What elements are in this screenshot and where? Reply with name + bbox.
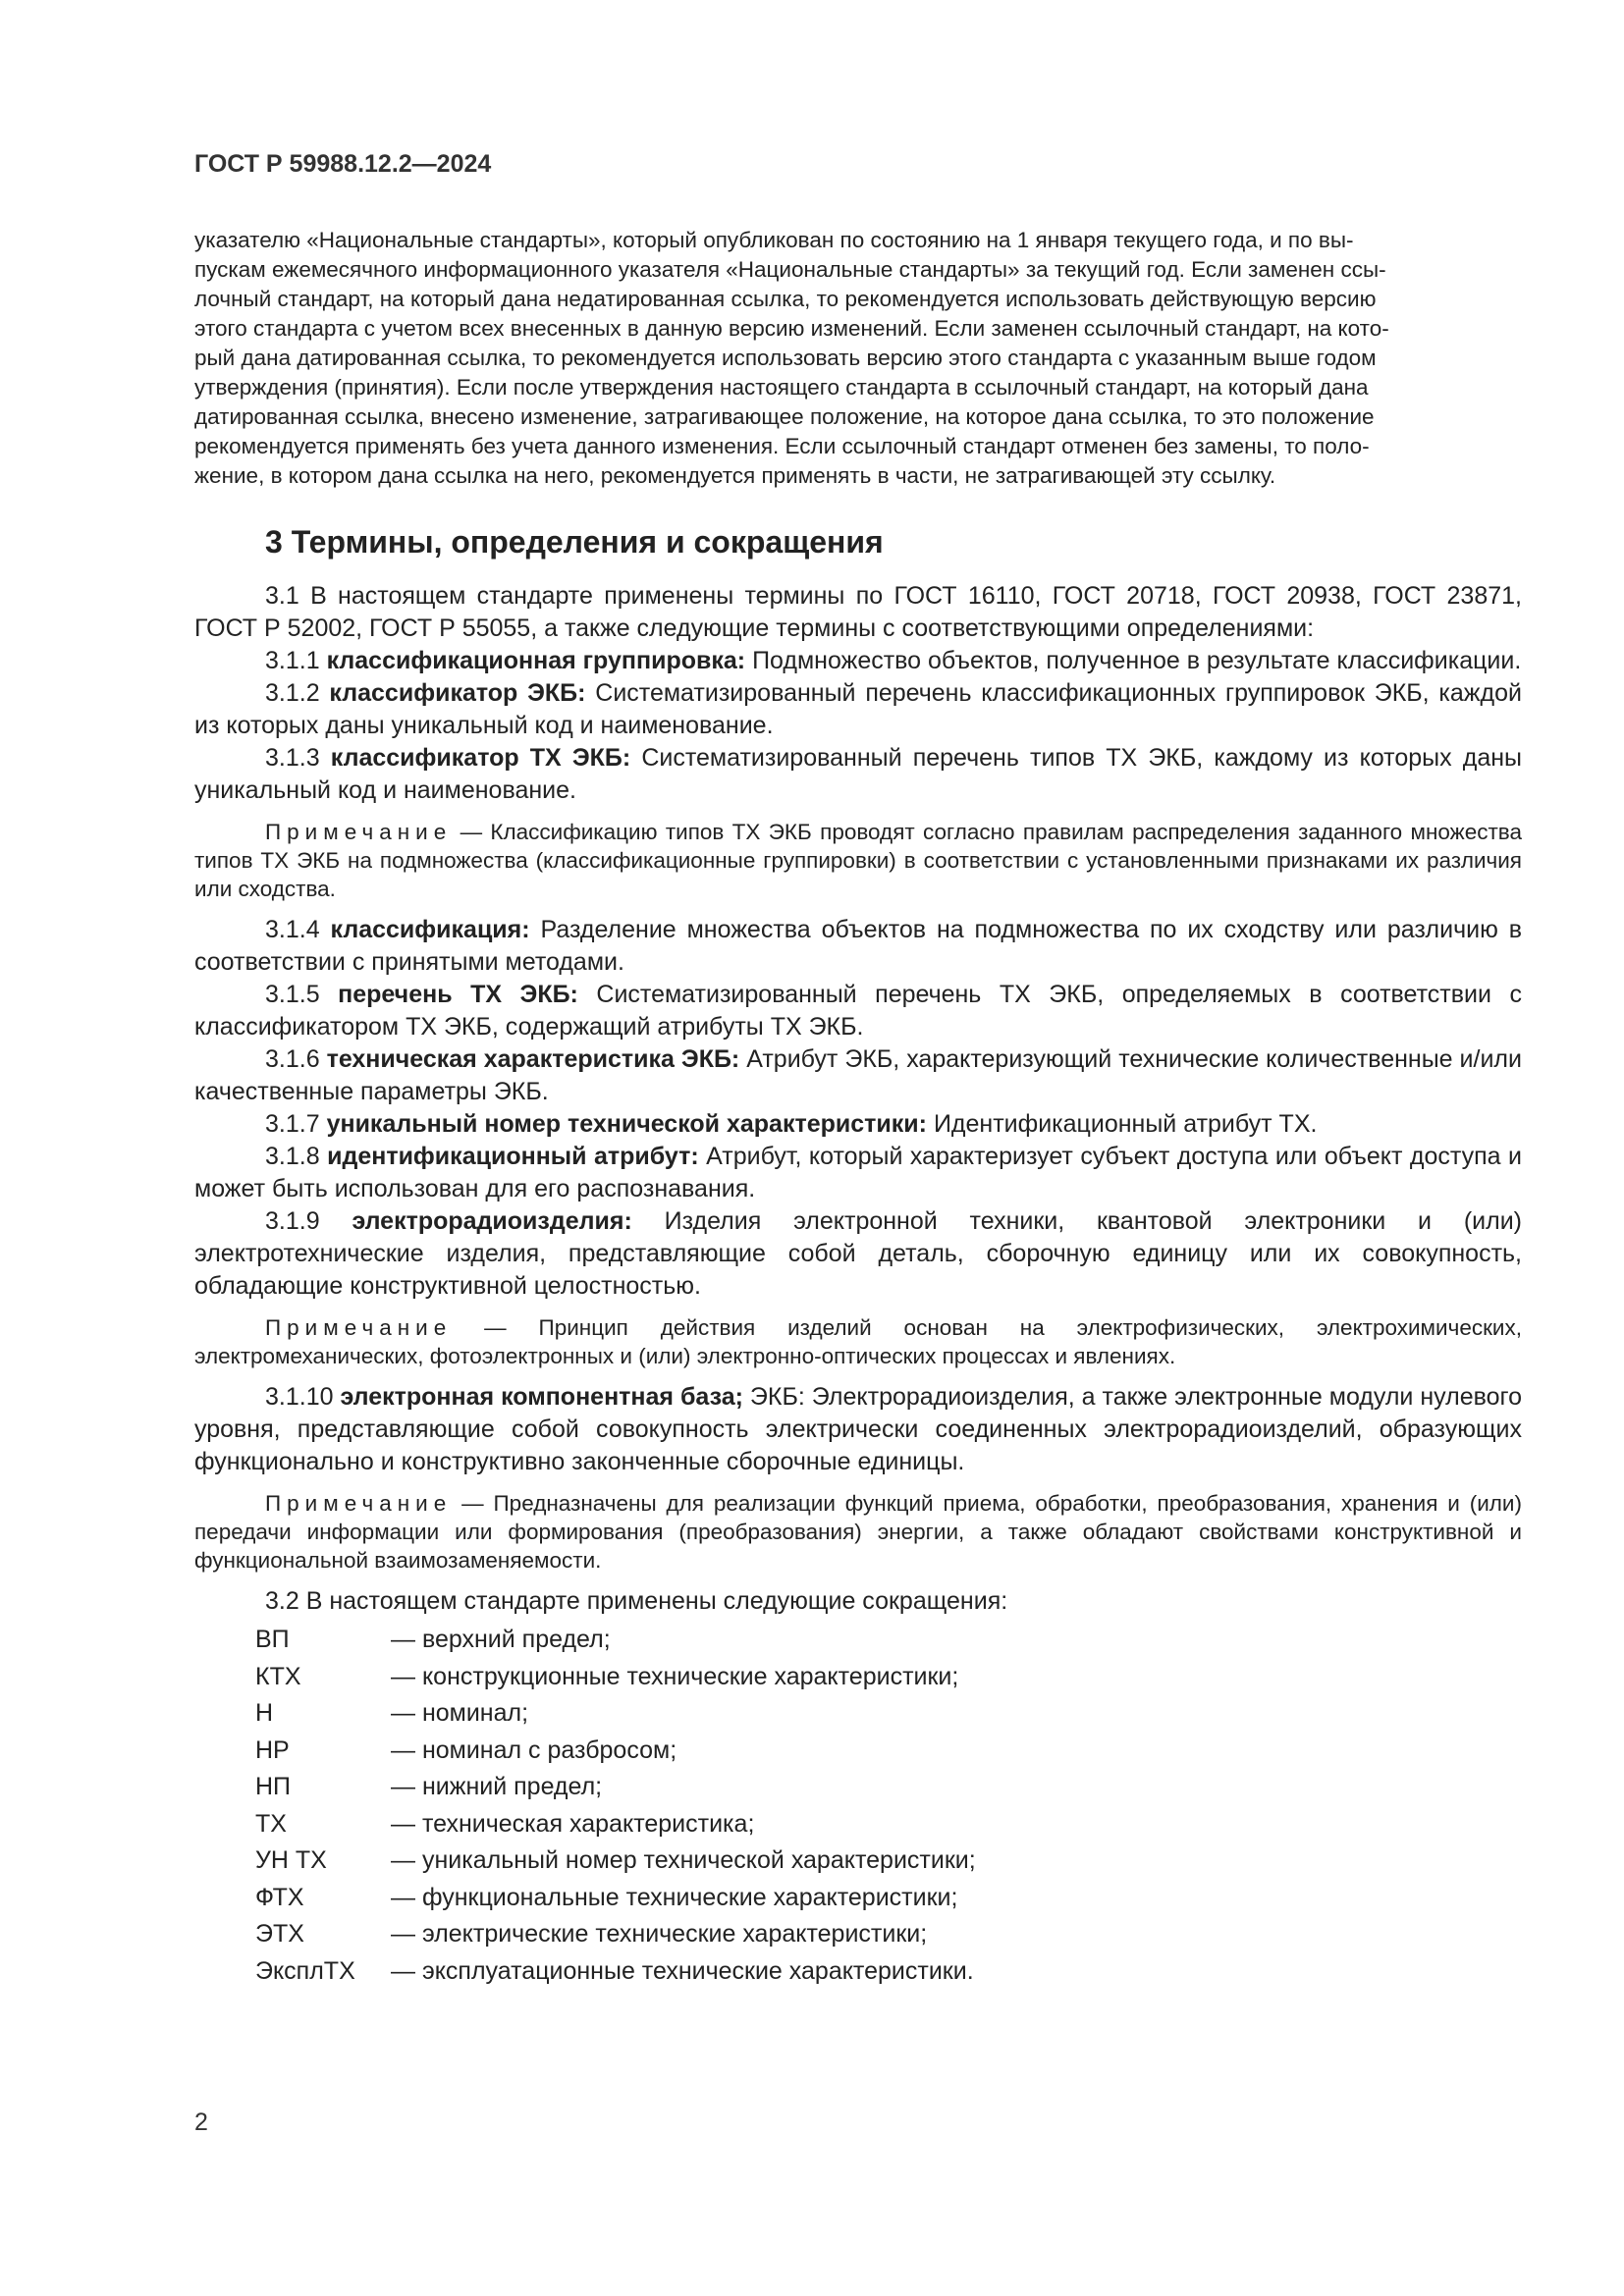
term-number: 3.1.6 <box>265 1045 320 1073</box>
note-label: Примечание <box>265 820 453 844</box>
page-number: 2 <box>194 2109 208 2136</box>
intro-line: жение, в котором дана ссылка на него, рекомендуется применять в части, не затрагивающей эту ссылку. <box>194 463 1276 488</box>
term-name: электрорадиоизделия: <box>352 1207 632 1235</box>
note-text: — Классификацию типов ТХ ЭКБ проводят согласно правилам распределения заданного множества типов ТХ ЭКБ на подмножества (классификационные группировки) в соответствии с установленными признаками их различия или сходства. <box>194 820 1522 901</box>
note-block <box>194 818 1522 903</box>
intro-line: датированная ссылка, внесено изменение, затрагивающее положение, на которое дана ссылка, то это положение <box>194 404 1375 429</box>
page-content <box>194 226 1522 1990</box>
intro-line: рый дана датированная ссылка, то рекомендуется использовать версию этого стандарта с указанным выше годом <box>194 346 1377 370</box>
term-name: электронная компонентная база; <box>340 1383 743 1411</box>
term-name: перечень ТХ ЭКБ: <box>338 981 578 1008</box>
abbreviation-definition: — верхний предел; <box>391 1626 611 1653</box>
abbreviation-definition: — эксплуатационные технические характеристики. <box>391 1956 974 1985</box>
note-label: Примечание <box>265 1315 453 1340</box>
term-number: 3.1.5 <box>265 981 320 1008</box>
intro-line: лочный стандарт, на который дана недатированная ссылка, то рекомендуется использовать действующую версию <box>194 287 1377 311</box>
term-definition: Систематизированный перечень типов ТХ ЭКБ, каждому из которых даны уникальный код и наименование. <box>194 744 1523 804</box>
term-number: 3.1.4 <box>265 916 320 943</box>
intro-line: рекомендуется применять без учета данного изменения. Если ссылочный стандарт отменен без замены, то поло- <box>194 434 1370 458</box>
abbreviation-row <box>255 1659 1522 1696</box>
term-definition: ЭКБ: Электрорадиоизделия, а также электронные модули нулевого уровня, представляющие собой совокупность электрически соединенных электрорадиоизделий, образующих функционально и конструктивно законченные сборочные единицы. <box>194 1383 1522 1475</box>
clause-3-2: 3.2 В настоящем стандарте применены следующие сокращения: <box>265 1587 1008 1615</box>
term-number: 3.1.2 <box>265 679 320 707</box>
term-number: 3.1.10 <box>265 1383 334 1411</box>
abbreviation-row <box>255 1806 1522 1843</box>
term-definition: Идентификационный атрибут ТХ. <box>933 1110 1318 1138</box>
term-name: классификация: <box>330 916 530 943</box>
abbreviation-code: НП <box>255 1773 292 1800</box>
term-number: 3.1.8 <box>265 1143 320 1170</box>
abbreviation-row <box>255 1842 1522 1880</box>
abbreviation-definition: — номинал с разбросом; <box>391 1735 677 1764</box>
abbreviation-code: Н <box>255 1699 274 1727</box>
abbreviation-definition: — функциональные технические характеристики; <box>391 1883 958 1911</box>
abbreviation-definition: — конструкционные технические характеристики; <box>391 1662 959 1690</box>
abbreviation-row <box>255 1769 1522 1806</box>
clause-3-1: 3.1 В настоящем стандарте применены термины по ГОСТ 16110, ГОСТ 20718, ГОСТ 20938, ГОСТ 23871, ГОСТ Р 52002, ГОСТ Р 55055, а также следующие термины с соответствующими определениями: <box>194 582 1522 642</box>
abbreviation-row <box>255 1880 1522 1917</box>
term-definition: Систематизированный перечень классификационных группировок ЭКБ, каждой из которых даны уникальный код и наименование. <box>194 679 1522 739</box>
term-name: классификационная группировка: <box>326 647 746 674</box>
term-definition: Изделия электронной техники, квантовой электроники и (или) электротехнические изделия, представляющие собой деталь, сборочную единицу или их совокупность, обладающие конструктивной целостностью. <box>194 1207 1523 1300</box>
intro-line: указателю «Национальные стандарты», который опубликован по состоянию на 1 января текущего года, и по вы- <box>194 228 1354 252</box>
note-text: — Предназначены для реализации функций приема, обработки, преобразования, хранения и (или) передачи информации или формирования (преобразования) энергии, а также обладают свойствами конструктивной и функциональной взаимозаменяемости. <box>194 1491 1522 1573</box>
term-name: классификатор ТХ ЭКБ: <box>330 744 631 772</box>
abbreviation-code: УН ТХ <box>255 1846 327 1874</box>
intro-line: пускам ежемесячного информационного указателя «Национальные стандарты» за текущий год. Если заменен ссы- <box>194 257 1386 282</box>
abbreviation-row <box>255 1953 1522 1991</box>
term-definition: Атрибут, который характеризует субъект доступа или объект доступа и может быть использован для его распознавания. <box>194 1143 1522 1202</box>
note-block <box>194 1313 1522 1370</box>
term-entry <box>194 742 1522 807</box>
abbreviation-code: ФТХ <box>255 1883 304 1911</box>
term-definition: Систематизированный перечень ТХ ЭКБ, определяемых в соответствии с классификатором ТХ ЭКБ, содержащий атрибуты ТХ ЭКБ. <box>194 981 1522 1041</box>
term-number: 3.1.9 <box>265 1207 320 1235</box>
document-header: ГОСТ Р 59988.12.2—2024 <box>194 150 492 178</box>
intro-paragraph <box>194 226 1522 491</box>
term-entry <box>194 1043 1522 1108</box>
term-name: уникальный номер технической характеристики: <box>326 1110 927 1138</box>
note-text: — Принцип действия изделий основан на электрофизических, электрохимических, электромеханических, фотоэлектронных и (или) электронно-оптических процессах и явлениях. <box>194 1315 1522 1368</box>
abbreviation-row <box>255 1622 1522 1659</box>
abbreviation-definition: — техническая характеристика; <box>391 1809 755 1838</box>
term-entry <box>194 677 1522 742</box>
term-name: идентификационный атрибут: <box>327 1143 699 1170</box>
term-entry <box>194 645 1522 677</box>
term-entry <box>194 1108 1522 1141</box>
term-number: 3.1.3 <box>265 744 320 772</box>
term-number: 3.1.1 <box>265 647 320 674</box>
intro-line: этого стандарта с учетом всех внесенных в данную версию изменений. Если заменен ссылочный стандарт, на кото- <box>194 316 1389 341</box>
term-number: 3.1.7 <box>265 1110 320 1138</box>
abbreviation-list <box>255 1622 1522 1990</box>
term-name: классификатор ЭКБ: <box>329 679 586 707</box>
abbreviation-row <box>255 1916 1522 1953</box>
abbreviation-code: ТХ <box>255 1809 287 1838</box>
abbreviation-code: ЭксплТХ <box>255 1956 355 1985</box>
abbreviation-code: НР <box>255 1735 290 1764</box>
abbreviation-definition: — электрические технические характеристики; <box>391 1920 928 1948</box>
abbreviation-row <box>255 1695 1522 1733</box>
abbreviation-code: ВП <box>255 1626 290 1653</box>
note-block <box>194 1489 1522 1575</box>
term-name: техническая характеристика ЭКБ: <box>326 1045 740 1073</box>
term-definition: Атрибут ЭКБ, характеризующий технические количественные и/или качественные параметры ЭКБ. <box>194 1045 1522 1105</box>
term-entry <box>194 979 1522 1043</box>
section-title: 3 Термины, определения и сокращения <box>265 524 884 560</box>
term-entry <box>194 1141 1522 1205</box>
abbreviation-definition: — номинал; <box>391 1699 529 1727</box>
term-definition: Разделение множества объектов на подмножества по их сходству или различию в соответствии с принятыми методами. <box>194 916 1522 976</box>
term-entry <box>194 914 1522 979</box>
term-entry <box>194 1381 1522 1478</box>
abbreviation-definition: — уникальный номер технической характеристики; <box>391 1846 976 1874</box>
intro-line: утверждения (принятия). Если после утверждения настоящего стандарта в ссылочный стандарт, на который дана <box>194 375 1369 400</box>
term-entry <box>194 1205 1522 1303</box>
abbreviation-row <box>255 1733 1522 1770</box>
note-label: Примечание <box>265 1491 453 1516</box>
abbreviation-definition: — нижний предел; <box>391 1773 603 1800</box>
abbreviation-code: КТХ <box>255 1662 301 1690</box>
term-definition: Подмножество объектов, полученное в результате классификации. <box>752 647 1522 674</box>
abbreviation-code: ЭТХ <box>255 1920 304 1948</box>
